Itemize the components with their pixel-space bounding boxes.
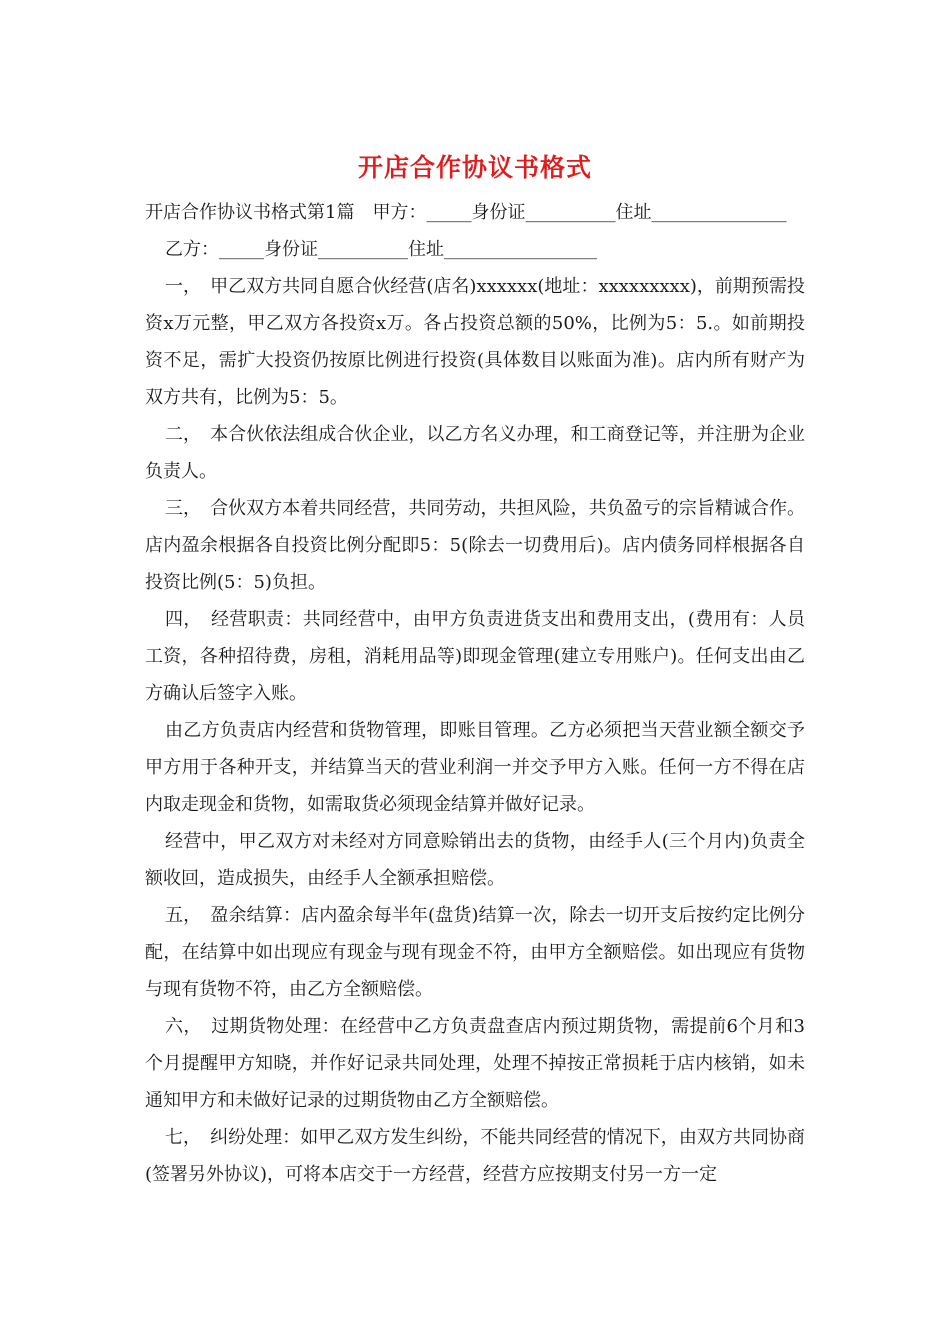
document-title: 开店合作协议书格式 (357, 153, 592, 182)
paragraph-clause-5: 五， 盈余结算：店内盈余每半年(盘货)结算一次，除去一切开支后按约定比例分配，在结算中如出现应有现金与现有现金不符，由甲方全额赔偿。如出现应有货物与现有货物不符，由乙方全额赔偿。 (145, 905, 805, 1000)
paragraph-clause-4: 四， 经营职责：共同经营中，由甲方负责进货支出和费用支出，(费用有：人员工资，各种招待费，房租，消耗用品等)即现金管理(建立专用账户)。任何支出由乙方确认后签字入账。 (145, 609, 805, 704)
paragraph-party-b: 乙方：_____身份证__________住址_________________ (165, 239, 597, 260)
document-body (145, 194, 805, 1193)
paragraph-party-a: 开店合作协议书格式第1篇 甲方：_____身份证__________住址_______________ (145, 202, 787, 223)
paragraph-clause-6: 六， 过期货物处理：在经营中乙方负责盘查店内预过期货物，需提前6个月和3个月提醒甲方知晓，并作好记录共同处理，处理不掉按正常损耗于店内核销，如未通知甲方和未做好记录的过期货物由乙方全额赔偿。 (145, 1016, 805, 1111)
paragraph-clause-4c: 经营中，甲乙双方对未经对方同意赊销出去的货物，由经手人(三个月内)负责全额收回，造成损失，由经手人全额承担赔偿。 (145, 831, 805, 889)
paragraph-clause-7: 七， 纠纷处理：如甲乙双方发生纠纷，不能共同经营的情况下，由双方共同协商(签署另外协议)，可将本店交于一方经营，经营方应按期支付另一方一定 (145, 1127, 805, 1185)
paragraph-clause-1: 一， 甲乙双方共同自愿合伙经营(店名)xxxxxx(地址：xxxxxxxxx)，前期预需投资x万元整，甲乙双方各投资x万。各占投资总额的50%，比例为5：5.。如前期投资不足，需扩大投资仍按原比例进行投资(具体数目以账面为准)。店内所有财产为双方共有，比例为5：5。 (145, 276, 805, 408)
paragraph-clause-4b: 由乙方负责店内经营和货物管理，即账目管理。乙方必须把当天营业额全额交予甲方用于各种开支，并结算当天的营业利润一并交予甲方入账。任何一方不得在店内取走现金和货物，如需取货必须现金结算并做好记录。 (145, 720, 805, 815)
paragraph-clause-3: 三， 合伙双方本着共同经营，共同劳动，共担风险，共负盈亏的宗旨精诚合作。店内盈余根据各自投资比例分配即5：5(除去一切费用后)。店内债务同样根据各自投资比例(5：5)负担。 (145, 498, 805, 593)
paragraph-clause-2: 二， 本合伙依法组成合伙企业，以乙方名义办理，和工商登记等，并注册为企业负责人。 (145, 424, 805, 482)
